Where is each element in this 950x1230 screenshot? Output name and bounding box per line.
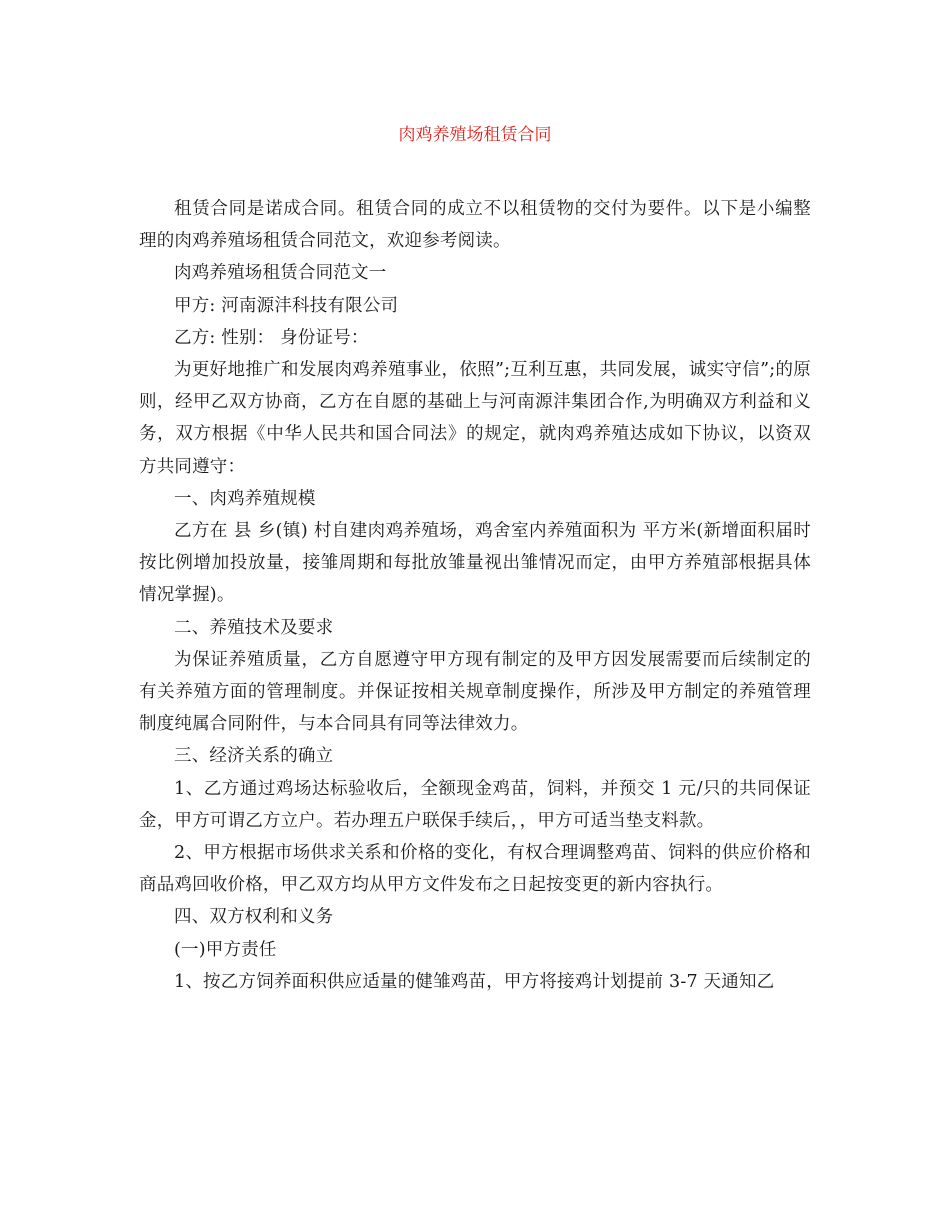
party-b-line: 乙方: 性别： 身份证号： [174,327,369,348]
preamble-paragraph: 为更好地推广和发展肉鸡养殖事业，依照”;互利互惠，共同发展，诚实守信”;的原则，经甲乙双方协商，乙方在自愿的基础上与河南源沣集团合作,为明确双方利益和义务，双方根据《中华人民共和国合同法》的规定，就肉鸡养殖达成如下协议，以资双方共同遵守： [139,360,811,477]
section-heading-4: 四、双方权利和义务 [174,907,334,928]
intro-paragraph: 租赁合同是诺成合同。租赁合同的成立不以租赁物的交付为要件。以下是小编整理的肉鸡养殖场租赁合同范文，欢迎参考阅读。 [139,199,811,252]
section-1-paragraph: 乙方在 县 乡(镇) 村自建肉鸡养殖场，鸡舍室内养殖面积为 平方米(新增面积届时按比例增加投放量，接雏周期和每批放雏量视出雏情况而定，由甲方养殖部根据具体情况掌握)。 [139,521,811,606]
section-heading-1: 一、肉鸡养殖规模 [174,488,316,509]
section-3-clause-2: 2、甲方根据市场供求关系和价格的变化，有权合理调整鸡苗、饲料的供应价格和商品鸡回收价格，甲乙双方均从甲方文件发布之日起按变更的新内容执行。 [139,843,811,896]
section-heading-3: 三、经济关系的确立 [174,746,334,767]
party-a-clause-1: 1、按乙方饲养面积供应适量的健雏鸡苗，甲方将接鸡计划提前 3-7 天通知乙 [174,971,775,992]
section-2-paragraph: 为保证养殖质量，乙方自愿遵守甲方现有制定的及甲方因发展需要而后续制定的有关养殖方面的管理制度。并保证按相关规章制度操作，所涉及甲方制定的养殖管理制度纯属合同附件，与本合同具有同等法律效力。 [139,649,811,735]
section-3-clause-1: 1、乙方通过鸡场达标验收后，全额现金鸡苗，饲料，并预交 1 元/只的共同保证金，甲方可谓乙方立户。若办理五户联保手续后，，甲方可适当垫支料款。 [139,778,811,831]
sample-heading: 肉鸡养殖场租赁合同范文一 [174,263,387,284]
subsection-heading-party-a: (一)甲方责任 [174,939,277,960]
section-heading-2: 二、养殖技术及要求 [174,617,334,638]
document-body [139,193,811,998]
party-a-line: 甲方: 河南源沣科技有限公司 [174,295,399,316]
document-title: 肉鸡养殖场租赁合同 [398,125,552,145]
